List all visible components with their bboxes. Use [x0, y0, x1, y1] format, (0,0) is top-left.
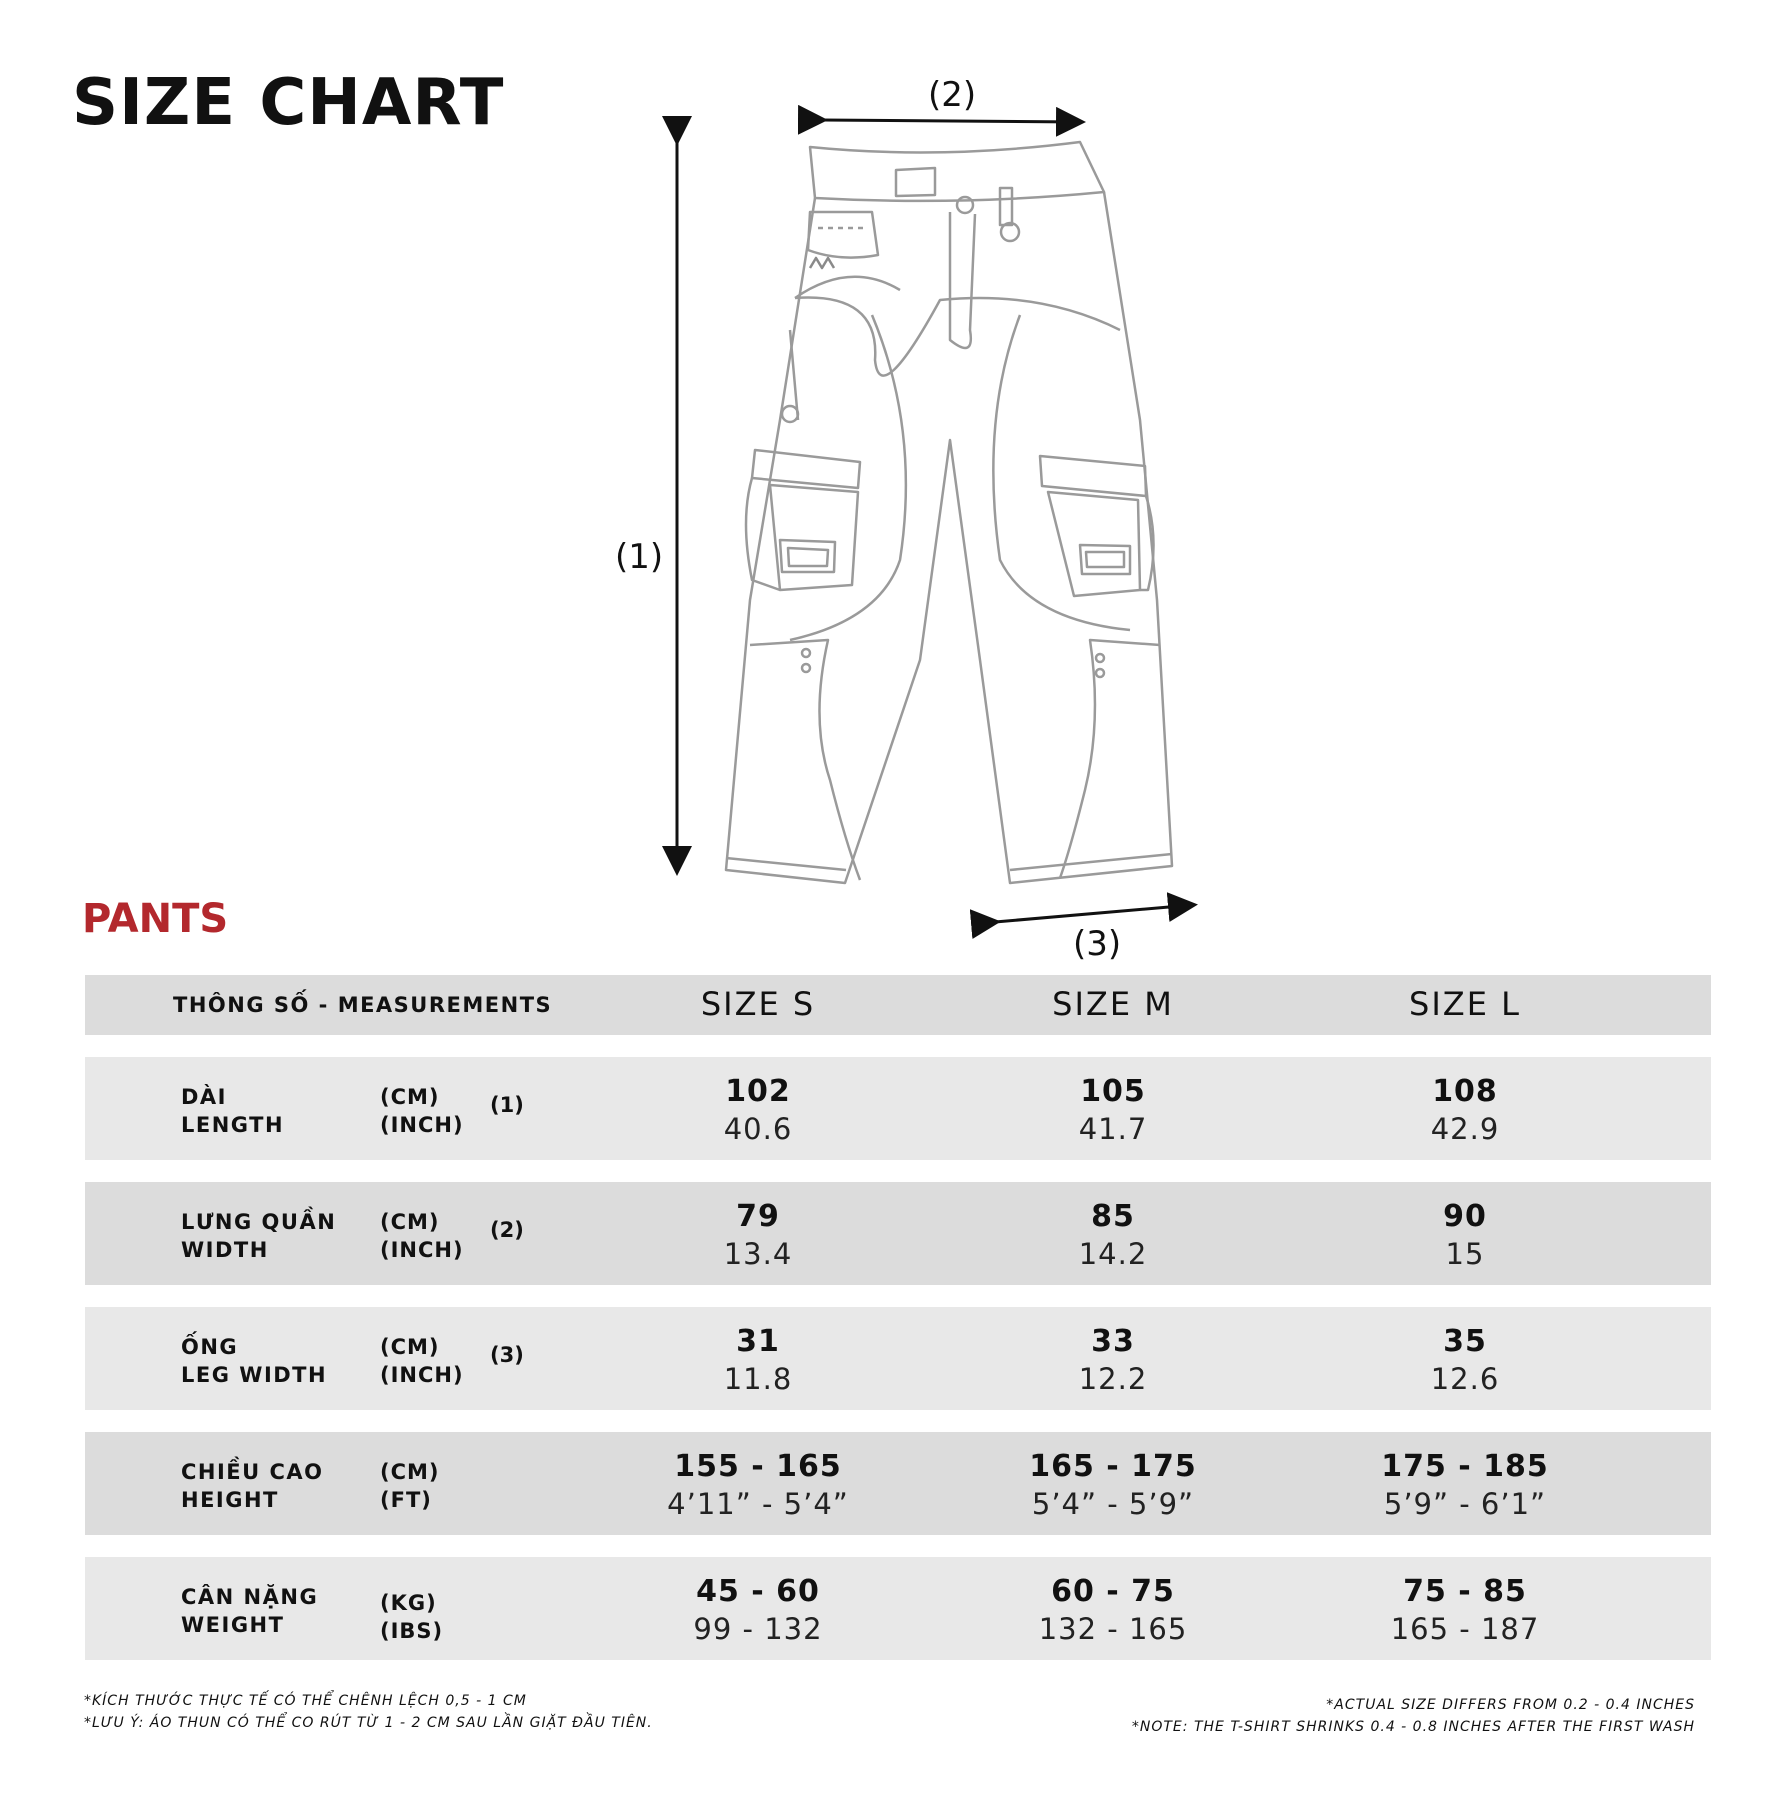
cell-size-l — [1315, 1323, 1615, 1397]
length-label: (1) — [615, 537, 664, 577]
row-ref: (1) — [490, 1093, 524, 1117]
cell-secondary: 13.4 — [723, 1237, 793, 1271]
cell-primary: 155 - 165 — [674, 1449, 842, 1484]
row-label-en: LEG WIDTH — [181, 1363, 328, 1387]
table-row — [85, 1557, 1711, 1660]
row-label-vi: CÂN NẶNG — [181, 1585, 319, 1609]
row-unit-secondary: (FT) — [380, 1488, 432, 1512]
cell-secondary: 12.6 — [1430, 1362, 1500, 1396]
row-label-en: WIDTH — [181, 1238, 269, 1262]
cell-size-s — [608, 1198, 908, 1272]
cell-primary: 79 — [736, 1199, 780, 1234]
cell-secondary: 132 - 165 — [1038, 1612, 1188, 1646]
table-row — [85, 1432, 1711, 1535]
row-unit-secondary: (IBS) — [380, 1619, 444, 1643]
footnote-en-2: *NOTE: THE T-SHIRT SHRINKS 0.4 - 0.8 INCHES AFTER THE FIRST WASH — [1131, 1719, 1695, 1735]
table-header — [85, 975, 1711, 1035]
cell-secondary: 5’9” - 6’1” — [1383, 1487, 1547, 1521]
cell-size-s — [608, 1573, 908, 1647]
cell-secondary: 41.7 — [1078, 1112, 1148, 1146]
cell-primary: 90 — [1443, 1199, 1487, 1234]
cell-primary: 35 — [1443, 1324, 1487, 1359]
size-l-header: SIZE L — [1409, 985, 1521, 1023]
cell-size-l — [1315, 1073, 1615, 1147]
row-label-vi: LƯNG QUẦN — [181, 1210, 337, 1234]
row-unit-primary: (CM) — [380, 1335, 440, 1359]
table-row — [85, 1182, 1711, 1285]
cell-primary: 102 — [725, 1074, 791, 1109]
row-unit-secondary: (INCH) — [380, 1363, 464, 1387]
row-label-en: WEIGHT — [181, 1613, 285, 1637]
cell-secondary: 14.2 — [1078, 1237, 1148, 1271]
size-s-header: SIZE S — [700, 985, 816, 1023]
leg-label: (3) — [1073, 924, 1122, 964]
cell-size-l — [1315, 1198, 1615, 1272]
row-label-vi: DÀI — [181, 1085, 227, 1109]
cell-secondary: 15 — [1445, 1237, 1485, 1271]
page-title: SIZE CHART — [72, 66, 505, 140]
width-label: (2) — [928, 75, 977, 115]
cell-primary: 108 — [1432, 1074, 1498, 1109]
cell-primary: 60 - 75 — [1051, 1574, 1175, 1609]
row-unit-primary: (KG) — [380, 1591, 437, 1615]
width-arrow — [822, 120, 1080, 122]
footnote-vi-1: *KÍCH THƯỚC THỰC TẾ CÓ THỂ CHÊNH LỆCH 0,5 - 1 CM — [84, 1693, 527, 1709]
cell-size-s — [608, 1073, 908, 1147]
cell-size-m — [963, 1073, 1263, 1147]
table-row — [85, 1057, 1711, 1160]
cell-size-m — [963, 1198, 1263, 1272]
footnote-en — [1132, 1694, 1695, 1738]
row-unit-primary: (CM) — [380, 1210, 440, 1234]
footnote-vi — [84, 1690, 653, 1734]
cell-secondary: 42.9 — [1430, 1112, 1500, 1146]
row-unit-secondary: (INCH) — [380, 1238, 464, 1262]
footnote-en-1: *ACTUAL SIZE DIFFERS FROM 0.2 - 0.4 INCHES — [1326, 1697, 1695, 1713]
pants-outline — [726, 142, 1172, 883]
cell-primary: 45 - 60 — [696, 1574, 820, 1609]
row-unit-primary: (CM) — [380, 1460, 440, 1484]
cell-size-l — [1315, 1573, 1615, 1647]
measurements-header: THÔNG SỐ - MEASUREMENTS — [173, 993, 553, 1017]
table-row — [85, 1307, 1711, 1410]
cell-primary: 31 — [736, 1324, 780, 1359]
cell-primary: 165 - 175 — [1029, 1449, 1197, 1484]
cell-secondary: 12.2 — [1078, 1362, 1148, 1396]
cell-secondary: 4’11” - 5’4” — [667, 1487, 849, 1521]
cell-size-m — [963, 1573, 1263, 1647]
section-title: PANTS — [82, 896, 229, 942]
cell-size-s — [608, 1323, 908, 1397]
row-label-vi: ỐNG — [181, 1335, 239, 1359]
cell-size-m — [963, 1323, 1263, 1397]
row-label-en: HEIGHT — [181, 1488, 279, 1512]
cell-primary: 175 - 185 — [1381, 1449, 1549, 1484]
cell-secondary: 40.6 — [723, 1112, 793, 1146]
cell-primary: 33 — [1091, 1324, 1135, 1359]
size-m-header: SIZE M — [1052, 985, 1174, 1023]
cell-primary: 85 — [1091, 1199, 1135, 1234]
cell-secondary: 99 - 132 — [693, 1612, 823, 1646]
cell-size-s — [608, 1448, 908, 1522]
cell-primary: 105 — [1080, 1074, 1146, 1109]
row-ref: (3) — [490, 1343, 524, 1367]
row-unit-secondary: (INCH) — [380, 1113, 464, 1137]
cell-secondary: 165 - 187 — [1390, 1612, 1540, 1646]
cell-size-m — [963, 1448, 1263, 1522]
row-label-vi: CHIỀU CAO — [181, 1460, 324, 1484]
footnote-vi-2: *LƯU Ý: ÁO THUN CÓ THỂ CO RÚT TỪ 1 - 2 CM SAU LẦN GIẶT ĐẦU TIÊN. — [84, 1715, 653, 1731]
row-unit-primary: (CM) — [380, 1085, 440, 1109]
cell-primary: 75 - 85 — [1403, 1574, 1527, 1609]
cell-secondary: 5’4” - 5’9” — [1031, 1487, 1195, 1521]
cell-secondary: 11.8 — [723, 1362, 793, 1396]
row-label-en: LENGTH — [181, 1113, 285, 1137]
cell-size-l — [1315, 1448, 1615, 1522]
row-ref: (2) — [490, 1218, 524, 1242]
leg-arrow — [995, 905, 1192, 922]
